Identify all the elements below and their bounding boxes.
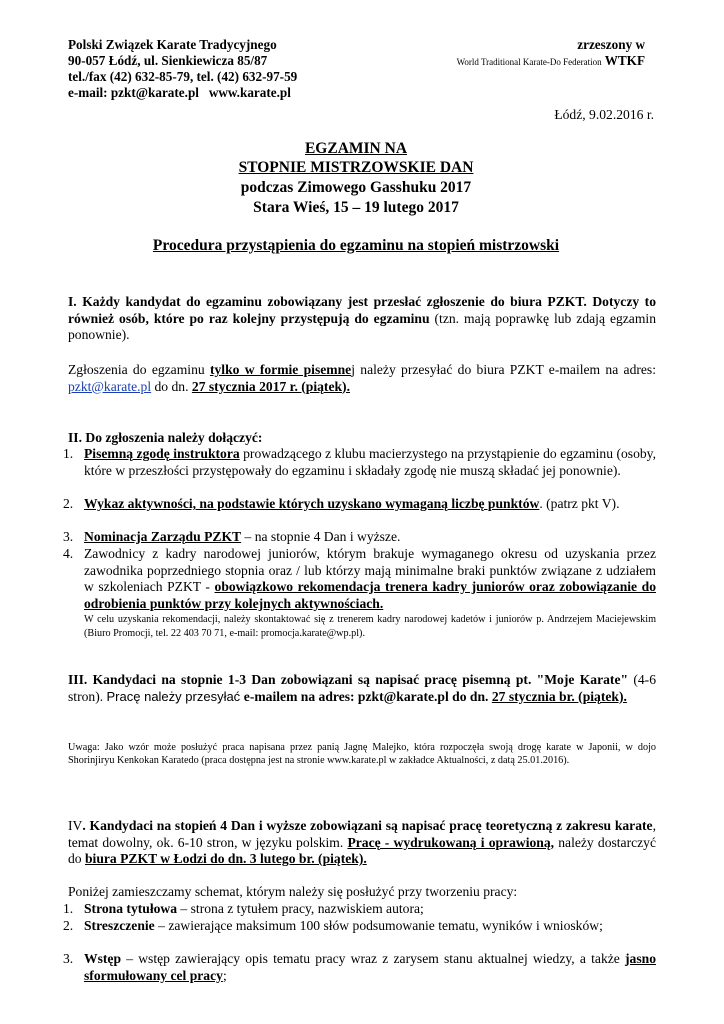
- header-website-link[interactable]: www.karate.pl: [208, 85, 291, 100]
- section-4-bold: . Kandydaci na stopień 4 Dan i wyższe zobowiązani są napisać pracę teoretyczną z zakresu karate: [82, 818, 653, 833]
- section-3-send: Pracę należy przesyłać: [106, 688, 244, 704]
- item-text: . (patrz pkt V).: [539, 496, 620, 511]
- section-4-intro: Poniżej zamieszczamy schemat, którym należy się posłużyć przy tworzeniu pracy:: [68, 884, 518, 899]
- section-3-email: e-mailem na adres: pzkt@karate.pl do dn.: [243, 688, 492, 704]
- submission-email-link[interactable]: pzkt@karate.pl: [68, 378, 152, 394]
- section-3-note: Uwaga: Jako wzór może posłużyć praca napisana przez panią Jagnę Malejko, która rozpoczęła swoją drogę karate w Japonii, w dojo Shorinjiryu Kenkokan Karatedo (praca dostępna jest na stronie www.karate.pl w zakładce Aktualności, z datą 25.01.2016).: [68, 742, 656, 767]
- section-3-paragraph: [68, 672, 656, 705]
- header-email-link[interactable]: pzkt@karate.pl: [110, 85, 199, 100]
- item-text: prowadzącego z klubu macierzystego na przystąpienie do egzaminu (osoby, które w przeszłości przystępowały do egzaminu i składały zgodę nie muszą składać jej ponownie).: [84, 446, 656, 478]
- item-end: ;: [222, 967, 227, 983]
- item-bold: obowiązkowo rekomendacja trenera kadry juniorów oraz zobowiązanie do odrobienia punktów przy kolejnych aktywnościach.: [84, 579, 657, 611]
- item-4-note: W celu uzyskania rekomendacji, należy skontaktować się z trenerem kadry narodowej kadetów i juniorów p. Andrzejem Maciejewskim (Biuro Promocji, tel. 22 403 70 71, e-mail: promocja.karate@wp.pl).: [84, 614, 656, 639]
- subtitle: Procedura przystąpienia do egzaminu na stopień mistrzowski: [152, 237, 560, 254]
- org-contact: [68, 85, 291, 101]
- section-3-deadline: 27 stycznia br. (piątek).: [491, 688, 627, 704]
- submission-deadline: 27 stycznia 2017 r. (piątek).: [191, 378, 350, 394]
- section-2-item-2: [63, 496, 656, 513]
- item-bold: Wstęp: [84, 951, 122, 966]
- section-4-number: IV: [68, 818, 83, 833]
- section-2-heading: II. Do zgłoszenia należy dołączyć:: [68, 430, 263, 445]
- item-number: 1.: [63, 446, 74, 461]
- item-bold: Wykaz aktywności, na podstawie których uzyskano wymaganą liczbę punktów: [84, 496, 540, 511]
- item-number: 1.: [63, 901, 74, 916]
- item-bold: Strona tytułowa: [84, 901, 178, 916]
- org-address: 90-057 Łódź, ul. Sienkiewicza 85/87: [68, 53, 268, 68]
- section-4-item-2: [63, 918, 656, 935]
- org-name: Polski Związek Karate Tradycyjnego: [68, 37, 277, 52]
- section-3-pages: (4-6 stron).: [68, 672, 656, 704]
- item-bold-2: jasno sformułowany cel pracy: [84, 951, 656, 983]
- federation: [457, 53, 645, 70]
- member-of-label: zrzeszony w: [577, 37, 645, 52]
- item-bold: Pisemną zgodę instruktora: [84, 446, 240, 461]
- section-4-item-1: [63, 901, 656, 918]
- federation-abbr: WTKF: [604, 53, 645, 68]
- section-2-item-4: [63, 546, 657, 640]
- item-text: – strona z tytułem pracy, nazwiskiem autora;: [177, 901, 424, 916]
- org-phone: tel./fax (42) 632-85-79, tel. (42) 632-97-59: [68, 69, 298, 84]
- submission-only-written: tylko w formie pisemne: [209, 362, 352, 377]
- item-number: 2.: [63, 918, 74, 933]
- document-date: Łódź, 9.02.2016 r.: [554, 107, 654, 122]
- submission-text-c: j należy przesyłać do biura PZKT e-mailem na adres:: [351, 362, 657, 377]
- item-number: 3.: [63, 529, 74, 544]
- section-3-bold: III. Kandydaci na stopnie 1-3 Dan zobowiązani są napisać pracę pisemną pt. "Moje Karate": [68, 672, 629, 687]
- section-4-printed: Pracę - wydrukowaną i oprawioną,: [347, 834, 555, 850]
- section-4-deadline: biura PZKT w Łodzi do dn. 3 lutego br. (piątek).: [85, 851, 367, 867]
- section-2-item-3: [63, 529, 656, 546]
- item-text: – zawierające maksimum 100 słów podsumowanie tematu, wyników i wniosków;: [154, 918, 603, 933]
- section-1-paragraph: [68, 294, 656, 344]
- item-bold: Nominacja Zarządu PZKT: [84, 529, 242, 544]
- section-4-deliver: należy dostarczyć do: [68, 834, 657, 867]
- item-number: 4.: [63, 546, 74, 561]
- title-line-1: EGZAMIN NA: [304, 140, 408, 157]
- section-4-paragraph: [68, 818, 656, 868]
- email-label: e-mail:: [68, 85, 108, 100]
- item-number: 2.: [63, 496, 74, 511]
- submission-text-a: Zgłoszenia do egzaminu: [68, 362, 210, 377]
- section-1-bold: I. Każdy kandydat do egzaminu zobowiązany jest przesłać zgłoszenie do biura PZKT. Dotyczy to również osób, które po raz kolejny przystępują do egzaminu: [68, 294, 656, 326]
- item-text: – wstęp zawierający opis tematu pracy wraz z zarysem stanu aktualnej wiedzy, a także: [121, 951, 626, 966]
- item-text: Zawodnicy z kadry narodowej juniorów, którym brakuje wymaganego okresu od uzyskania przez zawodnika poprzedniego stopnia oraz / lub którzy mają minimalne braki punktów związane z udziałem w szkoleniach PZKT -: [84, 546, 656, 595]
- section-1-submission: [68, 362, 656, 395]
- submission-text-d: do dn.: [151, 378, 192, 394]
- section-1-rest: (tzn. mają poprawkę lub zdają egzamin ponownie).: [68, 310, 656, 343]
- item-number: 3.: [63, 951, 74, 966]
- item-bold: Streszczenie: [84, 918, 155, 933]
- section-2-item-1: [63, 446, 656, 479]
- section-4-item-3: [63, 951, 656, 984]
- title-line-4: Stara Wieś, 15 – 19 lutego 2017: [253, 199, 459, 216]
- section-4-rest: , temat dowolny, ok. 6-10 stron, w języku polskim.: [68, 818, 656, 850]
- title-line-3: podczas Zimowego Gasshuku 2017: [240, 179, 472, 196]
- title-line-2: STOPNIE MISTRZOWSKIE DAN: [238, 159, 474, 176]
- federation-name: World Traditional Karate-Do Federation: [456, 57, 602, 67]
- item-text: – na stopnie 4 Dan i wyższe.: [241, 529, 401, 544]
